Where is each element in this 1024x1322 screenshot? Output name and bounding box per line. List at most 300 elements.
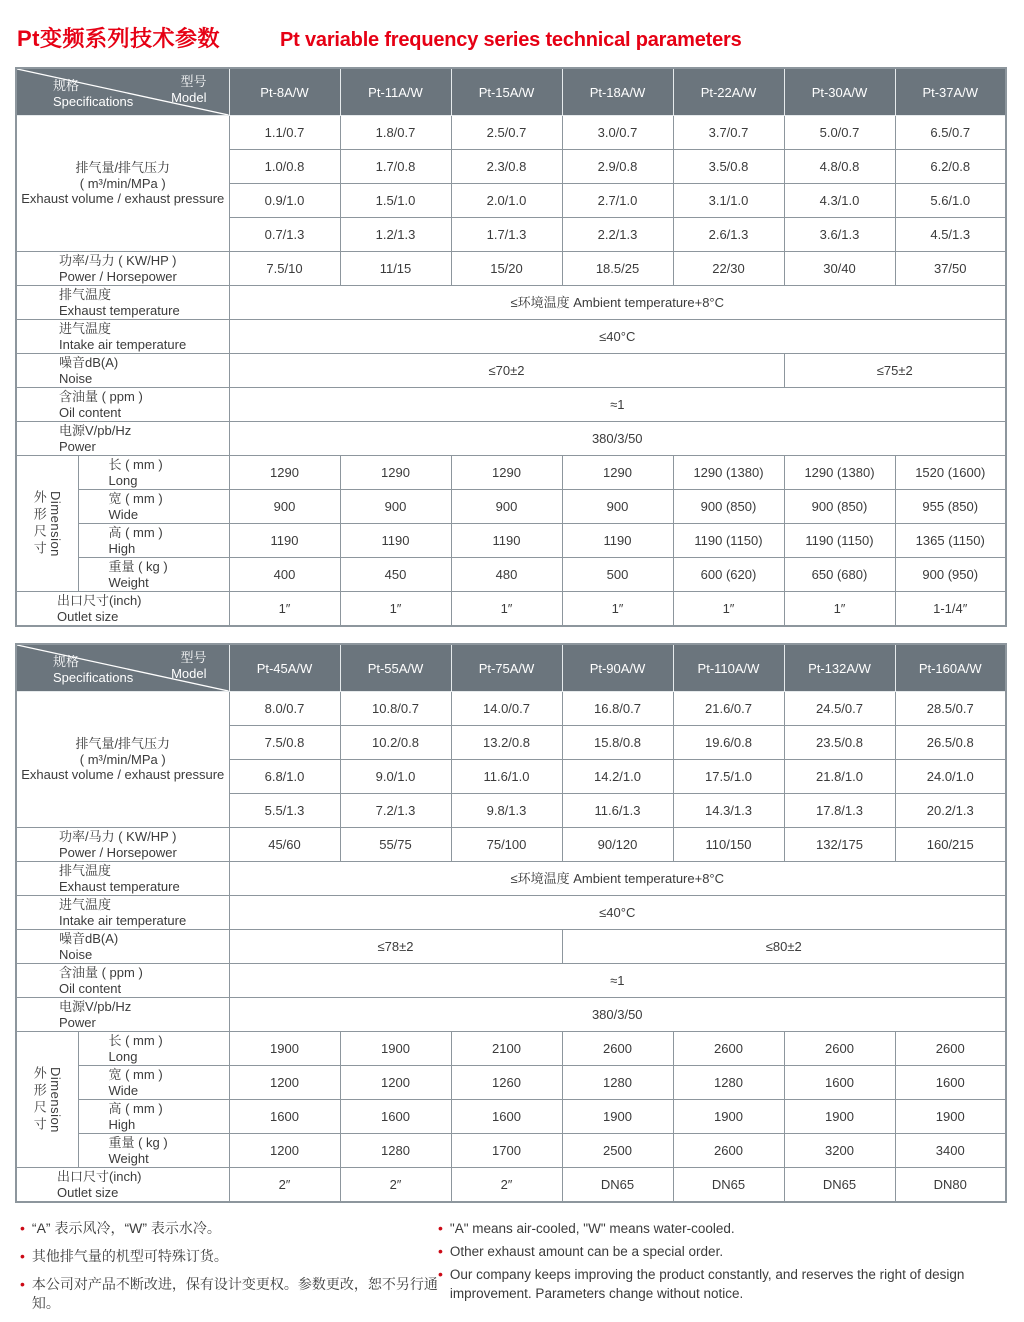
note-text: Our company keeps improving the product constantly, and reserves the right of design improvement. Parameters change without notice.: [449, 1267, 965, 1301]
corner-model-zh: 型号: [180, 650, 207, 665]
row-label-oil-en: Oil content: [59, 980, 122, 996]
value-cell: 4.3/1.0: [784, 184, 895, 218]
model-header: Pt-75A/W: [451, 644, 562, 692]
row-label-exhaust-temp-zh: 排气温度: [59, 863, 112, 878]
bullet-icon: •: [20, 1248, 25, 1264]
value-cell: 1260: [451, 1066, 562, 1100]
value-cell: 2″: [451, 1168, 562, 1203]
value-cell: 3.0/0.7: [562, 116, 673, 150]
corner-spec-en: Specifications: [53, 94, 134, 109]
value-cell: 1900: [562, 1100, 673, 1134]
value-cell: 15/20: [451, 252, 562, 286]
value-cell: 28.5/0.7: [895, 692, 1006, 726]
value-cell: 1″: [673, 592, 784, 627]
merged-value-cell: ≤环境温度 Ambient temperature+8°C: [229, 862, 1006, 896]
value-cell: 6.8/1.0: [229, 760, 340, 794]
value-cell: 10.8/0.7: [340, 692, 451, 726]
value-cell: 1600: [784, 1066, 895, 1100]
value-cell: 1900: [784, 1100, 895, 1134]
row-label-supply-zh: 电源V/pb/Hz: [59, 999, 132, 1014]
value-cell: 2.6/1.3: [673, 218, 784, 252]
note-text: 其他排气量的机型可特殊订货。: [31, 1248, 228, 1264]
value-cell: 1280: [673, 1066, 784, 1100]
value-cell: 2.7/1.0: [562, 184, 673, 218]
value-cell: 0.9/1.0: [229, 184, 340, 218]
model-header: Pt-30A/W: [784, 68, 895, 116]
value-cell: 500: [562, 558, 673, 592]
row-label-outlet-zh: 出口尺寸(inch): [57, 593, 142, 608]
row-label-noise-en: Noise: [59, 370, 93, 386]
value-cell: 1900: [229, 1032, 340, 1066]
value-cell: 400: [229, 558, 340, 592]
value-cell: 1″: [784, 592, 895, 627]
table-row: [16, 1066, 1006, 1100]
merged-value-cell: 380/3/50: [229, 422, 1006, 456]
value-cell: 14.0/0.7: [451, 692, 562, 726]
row-label-high-en: High: [108, 1116, 136, 1132]
value-cell: 2600: [673, 1134, 784, 1168]
value-cell: 650 (680): [784, 558, 895, 592]
row-label-wide-en: Wide: [108, 1082, 139, 1098]
table-row: [16, 320, 1006, 354]
value-cell: 2500: [562, 1134, 673, 1168]
value-cell: 45/60: [229, 828, 340, 862]
model-header: Pt-15A/W: [451, 68, 562, 116]
row-label-intake-temp-zh: 进气温度: [59, 321, 112, 336]
table-row: [16, 422, 1006, 456]
row-label-noise-en: Noise: [59, 946, 93, 962]
model-header: Pt-37A/W: [895, 68, 1006, 116]
row-label-exhaust-zh: 排气量/排气压力: [75, 160, 171, 176]
bullet-icon: •: [438, 1243, 443, 1259]
value-cell: DN65: [673, 1168, 784, 1203]
value-cell: 55/75: [340, 828, 451, 862]
footnotes: [20, 1219, 1024, 1322]
note-text: “A” 表示风冷，“W” 表示水冷。: [31, 1220, 221, 1236]
value-cell: 1290: [451, 456, 562, 490]
table-row: [16, 692, 1006, 726]
value-cell: 22/30: [673, 252, 784, 286]
value-cell: 955 (850): [895, 490, 1006, 524]
value-cell: 900 (850): [673, 490, 784, 524]
value-cell: 9.0/1.0: [340, 760, 451, 794]
merged-value-cell: 380/3/50: [229, 998, 1006, 1032]
value-cell: 3.1/1.0: [673, 184, 784, 218]
bullet-icon: •: [20, 1220, 25, 1236]
value-cell: 7.2/1.3: [340, 794, 451, 828]
table-row: [16, 1134, 1006, 1168]
corner-cell: [16, 68, 229, 116]
value-cell: 23.5/0.8: [784, 726, 895, 760]
value-cell: 1290: [229, 456, 340, 490]
value-cell: 15.8/0.8: [562, 726, 673, 760]
row-label-weight-zh: 重量 ( kg ): [108, 1135, 168, 1150]
value-cell: 3.6/1.3: [784, 218, 895, 252]
row-label-outlet: [16, 1168, 229, 1203]
footnotes-zh: [20, 1219, 438, 1322]
corner-model-label: [171, 74, 206, 106]
table-row: [16, 558, 1006, 592]
merged-value-cell: ≤40°C: [229, 320, 1006, 354]
table-row: [16, 1032, 1006, 1066]
row-label-long-zh: 长 ( mm ): [108, 457, 163, 472]
row-label-exhaust-zh: 排气量/排气压力: [75, 736, 171, 752]
row-label-wide: [78, 490, 229, 524]
model-header: Pt-8A/W: [229, 68, 340, 116]
model-header: Pt-90A/W: [562, 644, 673, 692]
row-label-high-zh: 高 ( mm ): [108, 525, 163, 540]
value-cell: 2″: [340, 1168, 451, 1203]
value-cell: 1200: [229, 1066, 340, 1100]
merged-value-cell: ≤40°C: [229, 896, 1006, 930]
value-cell: 30/40: [784, 252, 895, 286]
spec-table-2: [15, 643, 1007, 1203]
table-row: [16, 286, 1006, 320]
value-cell: 1290 (1380): [784, 456, 895, 490]
value-cell: 21.6/0.7: [673, 692, 784, 726]
table-row: [16, 828, 1006, 862]
value-cell: 1700: [451, 1134, 562, 1168]
corner-model-zh: 型号: [180, 74, 207, 89]
value-cell: 450: [340, 558, 451, 592]
row-label-exhaust-en: Exhaust volume / exhaust pressure: [21, 191, 225, 207]
row-label-wide-zh: 宽 ( mm ): [108, 1067, 163, 1082]
table-row: [16, 252, 1006, 286]
row-label-high: [78, 524, 229, 558]
note-text: 本公司对产品不断改进，保有设计变更权。参数更改，恕不另行通知。: [31, 1276, 438, 1311]
table-row: [16, 998, 1006, 1032]
row-label-exhaust-unit: ( m³/min/MPa ): [79, 751, 166, 767]
table-row: [16, 524, 1006, 558]
value-cell: 1.5/1.0: [340, 184, 451, 218]
row-label-weight: [78, 1134, 229, 1168]
note-item: [20, 1275, 438, 1313]
value-cell: 1900: [895, 1100, 1006, 1134]
table-row: [16, 490, 1006, 524]
value-cell: 480: [451, 558, 562, 592]
model-header: Pt-55A/W: [340, 644, 451, 692]
value-cell: 0.7/1.3: [229, 218, 340, 252]
value-cell: 1.7/1.3: [451, 218, 562, 252]
row-label-weight-en: Weight: [108, 574, 149, 590]
value-cell: 24.0/1.0: [895, 760, 1006, 794]
row-label-supply-en: Power: [59, 438, 96, 454]
row-label-long: [78, 1032, 229, 1066]
table-row: [16, 116, 1006, 150]
value-cell: 5.0/0.7: [784, 116, 895, 150]
row-label-supply-en: Power: [59, 1014, 96, 1030]
row-label-supply-zh: 电源V/pb/Hz: [59, 423, 132, 438]
row-label-power-en: Power / Horsepower: [59, 268, 177, 284]
row-label-exhaust-temp: [16, 286, 229, 320]
header-row: [16, 68, 1006, 116]
value-cell: 2.9/0.8: [562, 150, 673, 184]
merged-value-cell: ≤70±2: [229, 354, 784, 388]
row-label-outlet: [16, 592, 229, 627]
note-item: [438, 1219, 1004, 1238]
value-cell: 3.5/0.8: [673, 150, 784, 184]
merged-value-cell: ≤78±2: [229, 930, 562, 964]
value-cell: 4.5/1.3: [895, 218, 1006, 252]
value-cell: 900: [451, 490, 562, 524]
row-label-intake-temp-zh: 进气温度: [59, 897, 112, 912]
value-cell: 1.7/0.8: [340, 150, 451, 184]
value-cell: DN65: [784, 1168, 895, 1203]
dimension-group-zh: 外形尺寸: [31, 1065, 47, 1134]
value-cell: 90/120: [562, 828, 673, 862]
value-cell: 11.6/1.0: [451, 760, 562, 794]
merged-value-cell: ≤环境温度 Ambient temperature+8°C: [229, 286, 1006, 320]
value-cell: 1290 (1380): [673, 456, 784, 490]
row-label-exhaust: [16, 692, 229, 828]
value-cell: 1″: [340, 592, 451, 627]
model-header: Pt-18A/W: [562, 68, 673, 116]
value-cell: 1600: [451, 1100, 562, 1134]
row-label-high-en: High: [108, 540, 136, 556]
table-row: [16, 388, 1006, 422]
dimension-group-en: Dimension: [47, 1066, 63, 1133]
value-cell: 1200: [229, 1134, 340, 1168]
row-label-noise-zh: 噪音dB(A): [59, 931, 119, 946]
model-header: Pt-11A/W: [340, 68, 451, 116]
merged-value-cell: ≈1: [229, 964, 1006, 998]
value-cell: 1″: [562, 592, 673, 627]
value-cell: 11.6/1.3: [562, 794, 673, 828]
table-row: [16, 456, 1006, 490]
value-cell: 17.8/1.3: [784, 794, 895, 828]
value-cell: 20.2/1.3: [895, 794, 1006, 828]
table-row: [16, 862, 1006, 896]
value-cell: 2600: [895, 1032, 1006, 1066]
value-cell: 75/100: [451, 828, 562, 862]
row-label-intake-temp-en: Intake air temperature: [59, 336, 187, 352]
row-label-oil: [16, 388, 229, 422]
merged-value-cell: ≈1: [229, 388, 1006, 422]
row-label-intake-temp-en: Intake air temperature: [59, 912, 187, 928]
value-cell: 3200: [784, 1134, 895, 1168]
merged-value-cell: ≤80±2: [562, 930, 1006, 964]
row-label-outlet-en: Outlet size: [57, 608, 119, 624]
value-cell: DN65: [562, 1168, 673, 1203]
row-label-oil-en: Oil content: [59, 404, 122, 420]
value-cell: 1″: [451, 592, 562, 627]
model-header: Pt-45A/W: [229, 644, 340, 692]
value-cell: 18.5/25: [562, 252, 673, 286]
row-label-supply: [16, 422, 229, 456]
value-cell: 1190: [562, 524, 673, 558]
value-cell: 2.2/1.3: [562, 218, 673, 252]
value-cell: 26.5/0.8: [895, 726, 1006, 760]
value-cell: 1600: [895, 1066, 1006, 1100]
value-cell: 2.0/1.0: [451, 184, 562, 218]
value-cell: 900: [340, 490, 451, 524]
row-label-power-zh: 功率/马力 ( KW/HP ): [59, 829, 177, 844]
corner-spec-label: [53, 78, 133, 110]
value-cell: 3400: [895, 1134, 1006, 1168]
value-cell: DN80: [895, 1168, 1006, 1203]
row-label-exhaust-temp-en: Exhaust temperature: [59, 878, 180, 894]
value-cell: 900 (850): [784, 490, 895, 524]
value-cell: 1190 (1150): [784, 524, 895, 558]
table-row: [16, 354, 1006, 388]
value-cell: 1.8/0.7: [340, 116, 451, 150]
value-cell: 1365 (1150): [895, 524, 1006, 558]
value-cell: 13.2/0.8: [451, 726, 562, 760]
table-row: [16, 930, 1006, 964]
value-cell: 2600: [562, 1032, 673, 1066]
value-cell: 2.5/0.7: [451, 116, 562, 150]
page-header: [0, 0, 1024, 67]
corner-model-en: Model: [171, 666, 207, 681]
value-cell: 1190: [229, 524, 340, 558]
value-cell: 1600: [340, 1100, 451, 1134]
value-cell: 2600: [673, 1032, 784, 1066]
note-text: Other exhaust amount can be a special order.: [449, 1244, 724, 1259]
row-label-long-zh: 长 ( mm ): [108, 1033, 163, 1048]
table-row: [16, 964, 1006, 998]
row-label-long: [78, 456, 229, 490]
row-label-wide: [78, 1066, 229, 1100]
value-cell: 1.0/0.8: [229, 150, 340, 184]
value-cell: 1190: [340, 524, 451, 558]
row-label-weight-en: Weight: [108, 1150, 149, 1166]
value-cell: 1280: [340, 1134, 451, 1168]
row-label-weight: [78, 558, 229, 592]
header-row: [16, 644, 1006, 692]
value-cell: 21.8/1.0: [784, 760, 895, 794]
row-label-oil-zh: 含油量 ( ppm ): [59, 389, 143, 404]
model-header: Pt-132A/W: [784, 644, 895, 692]
spec-table-1: [15, 67, 1007, 627]
value-cell: 160/215: [895, 828, 1006, 862]
value-cell: 14.3/1.3: [673, 794, 784, 828]
row-label-high: [78, 1100, 229, 1134]
value-cell: 6.5/0.7: [895, 116, 1006, 150]
value-cell: 6.2/0.8: [895, 150, 1006, 184]
dimension-group-en: Dimension: [47, 490, 63, 557]
value-cell: 5.5/1.3: [229, 794, 340, 828]
page-title-zh: Pt变频系列技术参数: [17, 26, 221, 51]
value-cell: 1190 (1150): [673, 524, 784, 558]
value-cell: 1520 (1600): [895, 456, 1006, 490]
corner-model-en: Model: [171, 90, 207, 105]
row-label-exhaust-unit: ( m³/min/MPa ): [79, 175, 166, 191]
value-cell: 5.6/1.0: [895, 184, 1006, 218]
row-label-oil: [16, 964, 229, 998]
table-row: [16, 592, 1006, 627]
row-label-noise-zh: 噪音dB(A): [59, 355, 119, 370]
row-label-high-zh: 高 ( mm ): [108, 1101, 163, 1116]
value-cell: 1900: [340, 1032, 451, 1066]
row-label-exhaust-en: Exhaust volume / exhaust pressure: [21, 767, 225, 783]
page-title-en: Pt variable frequency series technical parameters: [280, 29, 742, 51]
row-label-exhaust-temp: [16, 862, 229, 896]
row-label-long-en: Long: [108, 472, 138, 488]
row-label-outlet-en: Outlet size: [57, 1184, 119, 1200]
row-label-wide-zh: 宽 ( mm ): [108, 491, 163, 506]
value-cell: 1190: [451, 524, 562, 558]
corner-spec-zh: 规格: [53, 78, 80, 93]
row-label-supply: [16, 998, 229, 1032]
value-cell: 1.1/0.7: [229, 116, 340, 150]
row-label-power: [16, 252, 229, 286]
model-header: Pt-110A/W: [673, 644, 784, 692]
note-item: [438, 1242, 1004, 1261]
note-item: [20, 1247, 438, 1266]
corner-model-label: [171, 650, 206, 682]
value-cell: 900: [229, 490, 340, 524]
value-cell: 24.5/0.7: [784, 692, 895, 726]
row-label-exhaust-temp-en: Exhaust temperature: [59, 302, 180, 318]
row-label-weight-zh: 重量 ( kg ): [108, 559, 168, 574]
row-label-exhaust-temp-zh: 排气温度: [59, 287, 112, 302]
corner-spec-label: [53, 654, 133, 686]
value-cell: 37/50: [895, 252, 1006, 286]
value-cell: 110/150: [673, 828, 784, 862]
value-cell: 16.8/0.7: [562, 692, 673, 726]
corner-spec-zh: 规格: [53, 654, 80, 669]
footnotes-en: [438, 1219, 1004, 1322]
value-cell: 3.7/0.7: [673, 116, 784, 150]
value-cell: 600 (620): [673, 558, 784, 592]
value-cell: 1600: [229, 1100, 340, 1134]
bullet-icon: •: [20, 1276, 25, 1292]
corner-cell: [16, 644, 229, 692]
row-label-power-zh: 功率/马力 ( KW/HP ): [59, 253, 177, 268]
value-cell: 17.5/1.0: [673, 760, 784, 794]
value-cell: 1200: [340, 1066, 451, 1100]
row-label-oil-zh: 含油量 ( ppm ): [59, 965, 143, 980]
model-header: Pt-22A/W: [673, 68, 784, 116]
value-cell: 7.5/0.8: [229, 726, 340, 760]
bullet-icon: •: [438, 1266, 443, 1282]
value-cell: 14.2/1.0: [562, 760, 673, 794]
value-cell: 1290: [562, 456, 673, 490]
value-cell: 1.2/1.3: [340, 218, 451, 252]
dimension-group-zh: 外形尺寸: [31, 489, 47, 558]
note-item: [20, 1219, 438, 1238]
value-cell: 1900: [673, 1100, 784, 1134]
value-cell: 4.8/0.8: [784, 150, 895, 184]
table-spacer: [0, 627, 1024, 643]
dimension-group-label: [16, 456, 78, 592]
value-cell: 1″: [229, 592, 340, 627]
row-label-intake-temp: [16, 896, 229, 930]
value-cell: 19.6/0.8: [673, 726, 784, 760]
value-cell: 1290: [340, 456, 451, 490]
value-cell: 2″: [229, 1168, 340, 1203]
row-label-long-en: Long: [108, 1048, 138, 1064]
model-header: Pt-160A/W: [895, 644, 1006, 692]
row-label-power: [16, 828, 229, 862]
value-cell: 1-1/4″: [895, 592, 1006, 627]
row-label-noise: [16, 354, 229, 388]
note-item: [438, 1265, 1004, 1303]
value-cell: 11/15: [340, 252, 451, 286]
bullet-icon: •: [438, 1220, 443, 1236]
note-text: "A" means air-cooled, "W" means water-cooled.: [449, 1221, 735, 1236]
row-label-noise: [16, 930, 229, 964]
value-cell: 7.5/10: [229, 252, 340, 286]
row-label-exhaust: [16, 116, 229, 252]
corner-spec-en: Specifications: [53, 670, 134, 685]
dimension-group-label: [16, 1032, 78, 1168]
value-cell: 2.3/0.8: [451, 150, 562, 184]
value-cell: 900: [562, 490, 673, 524]
value-cell: 10.2/0.8: [340, 726, 451, 760]
value-cell: 132/175: [784, 828, 895, 862]
table-row: [16, 1168, 1006, 1203]
